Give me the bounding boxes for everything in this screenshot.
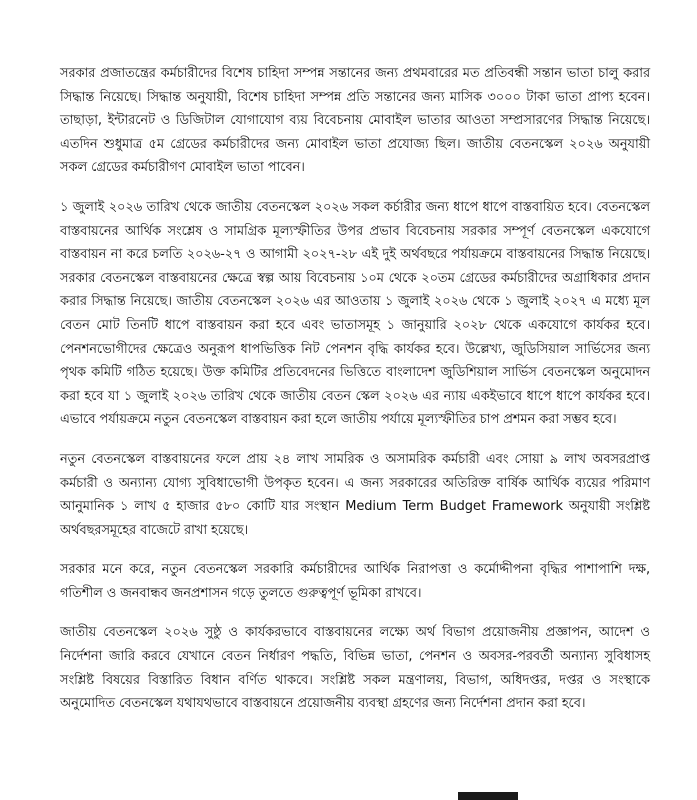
bottom-edge-bar bbox=[458, 792, 518, 800]
paragraph-government-view: সরকার মনে করে, নতুন বেতনস্কেল সরকারি কর্মচারীদের আর্থিক নিরাপত্তা ও কর্মোদ্দীপনা বৃদ্ধির পাশাপাশি দক্ষ, গতিশীল ও জনবান্ধব জনপ্রশাসন গড়ে তুলতে গুরুত্বপূর্ণ ভূমিকা রাখবে। bbox=[60, 562, 650, 601]
paragraph-finance-division-directives: জাতীয় বেতনস্কেল ২০২৬ সুষ্ঠু ও কার্যকরভাবে বাস্তবায়নের লক্ষ্যে অর্থ বিভাগ প্রয়োজনীয় প্রজ্ঞাপন, আদেশ ও নির্দেশনা জারি করবে যেখানে বেতন নির্ধারণ পদ্ধতি, বিভিন্ন ভাতা, পেনশন ও অবসর-পরবর্তী অন্যান্য সুবিধাসহ সংশ্লিষ্ট বিষয়ের বিস্তারিত বিধান বর্ণিত থাকবে। সংশ্লিষ্ট সকল মন্ত্রণালয়, বিভাগ, অধিদপ্তর, দপ্তর ও সংস্থাকে অনুমোদিত বেতনস্কেল যথাযথভাবে বাস্তবায়নে প্রয়োজনীয় ব্যবস্থা গ্রহণের জন্য নির্দেশনা প্রদান করা হবে। bbox=[60, 625, 650, 712]
paragraph-disability-allowance: সরকার প্রজাতন্ত্রের কর্মচারীদের বিশেষ চাহিদা সম্পন্ন সন্তানের জন্য প্রথমবারের মত প্রতিবন্ধী সন্তান ভাতা চালু করার সিদ্ধান্ত নিয়েছে। সিদ্ধান্ত অনুযায়ী, বিশেষ চাহিদা সম্পন্ন প্রতি সন্তানের জন্য মাসিক ৩০০০ টাকা ভাতা প্রাপ্য হবেন। তাছাড়া, ইন্টারনেট ও ডিজিটাল যোগাযোগ ব্যয় বিবেচনায় মোবাইল ভাতার আওতা সম্প্রসারণের সিদ্ধান্ত নিয়েছে। এতদিন শুধুমাত্র ৫ম গ্রেডের কর্মচারীদের জন্য মোবাইল ভাতা প্রযোজ্য ছিল। জাতীয় বেতনস্কেল ২০২৬ অনুযায়ী সকল গ্রেডের কর্মচারীগণ মোবাইল ভাতা পাবেন। bbox=[60, 66, 650, 176]
paragraph-beneficiaries-cost: নতুন বেতনস্কেল বাস্তবায়নের ফলে প্রায় ২৪ লাখ সামরিক ও অসামরিক কর্মচারী এবং সোয়া ৯ লাখ অবসরপ্রাপ্ত কর্মচারী ও অন্যান্য যোগ্য সুবিধাভোগী উপকৃত হবেন। এ জন্য সরকারের অতিরিক্ত বার্ষিক আর্থিক ব্যয়ের পরিমাণ আনুমানিক ১ লাখ ৫ হাজার ৫৮০ কোটি যার সংস্থান Medium Term Budget Framework অনুযায়ী সংশ্লিষ্ট অর্থবছরসমূহের বাজেটে রাখা হয়েছে। bbox=[60, 451, 650, 538]
document-body bbox=[60, 62, 650, 732]
paragraph-phased-implementation: ১ জুলাই ২০২৬ তারিখ থেকে জাতীয় বেতনস্কেল ২০২৬ সকল কর্চারীর জন্য ধাপে ধাপে বাস্তবায়িত হবে। বেতনস্কেল বাস্তবায়নের আর্থিক সংশ্লেষ ও সামগ্রিক মূল্যস্ফীতির উপর প্রভাব বিবেচনায় সরকার সম্পূর্ণ বেতনস্কেল একযোগে বাস্তবায়ন না করে চলতি ২০২৬-২৭ ও আগামী ২০২৭-২৮ এই দুই অর্থবছরে পর্যায়ক্রমে বাস্তবায়নের সিদ্ধান্ত নিয়েছে। সরকার বেতনস্কেল বাস্তবায়নের ক্ষেত্রে স্বল্প আয় বিবেচনায় ১০ম থেকে ২০তম গ্রেডের কর্মচারীদের অগ্রাধিকার প্রদান করার সিদ্ধান্ত নিয়েছে। জাতীয় বেতনস্কেল ২০২৬ এর আওতায় ১ জুলাই ২০২৬ থেকে ১ জুলাই ২০২৭ এ মধ্যে মূল বেতন মোট তিনটি ধাপে বাস্তবায়ন করা হবে এবং ভাতাসমূহ ১ জানুয়ারি ২০২৮ থেকে একযোগে কার্যকর হবে। পেনশনভোগীদের ক্ষেত্রেও অনুরূপ ধাপভিত্তিক নিট পেনশন বৃদ্ধি কার্যকর হবে। উল্লেখ্য, জুডিসিয়াল সার্ভিসের জন্য পৃথক কমিটি গঠিত হয়েছে। উক্ত কমিটির প্রতিবেদনের ভিত্তিতে বাংলাদেশ জুডিশিয়াল সার্ভিস বেতনস্কেল অনুমোদন করা হবে যা ১ জুলাই ২০২৬ তারিখ থেকে জাতীয় বেতন স্কেল ২০২৬ এর ন্যায় একইভাবে ধাপে ধাপে কার্যকর হবে। এভাবে পর্যায়ক্রমে নতুন বেতনস্কেল বাস্তবায়ন করা হলে জাতীয় পর্যায়ে মূল্যস্ফীতির চাপ প্রশমন করা সম্ভব হবে। bbox=[60, 199, 650, 428]
